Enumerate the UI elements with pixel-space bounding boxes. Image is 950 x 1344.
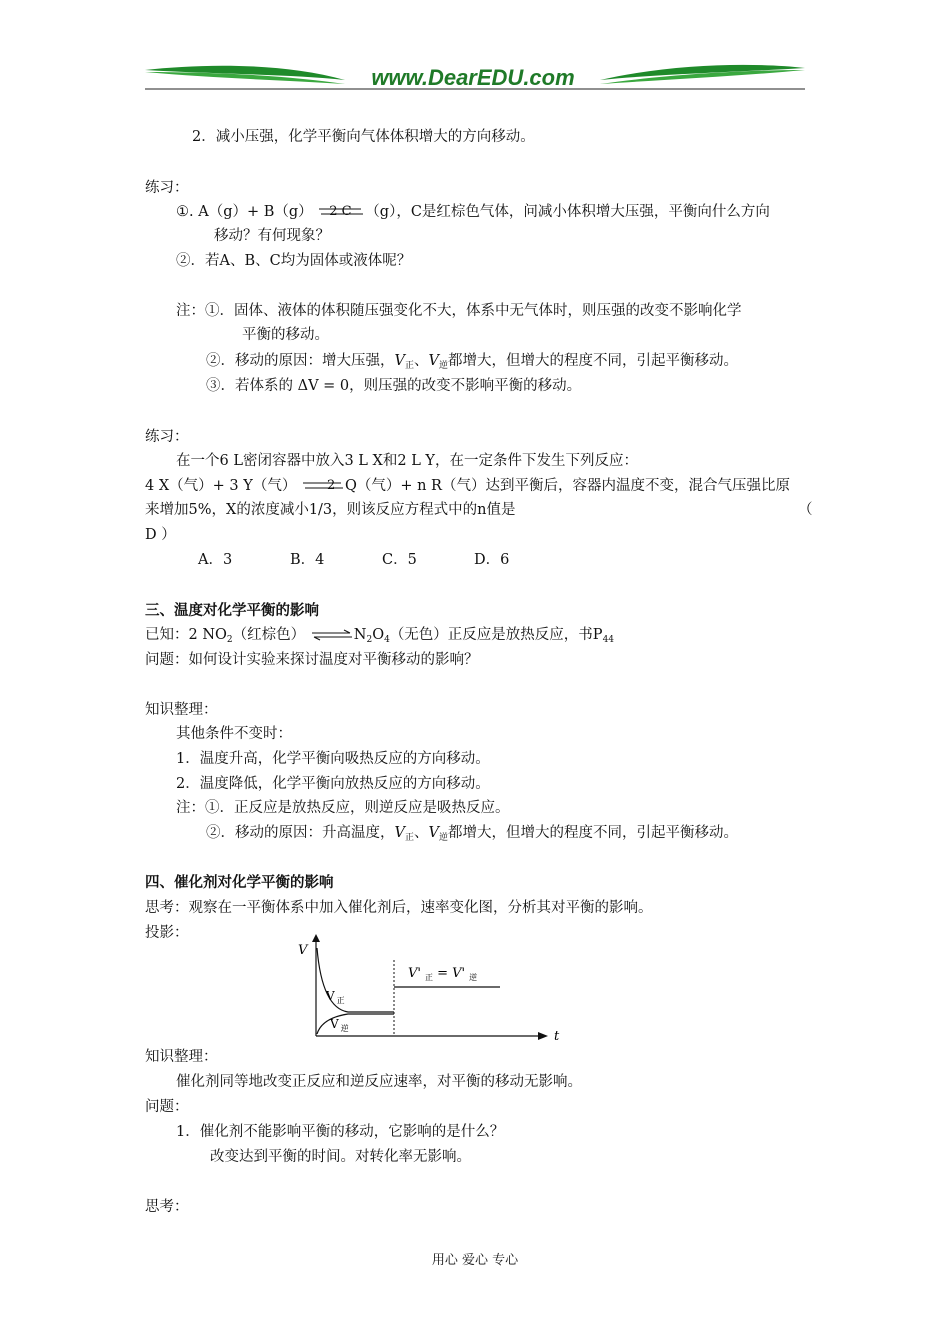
note-1-cont: 平衡的移动。 (242, 327, 329, 343)
x-axis-arrow (538, 1032, 548, 1040)
v-reverse-label: V $_逆$ (330, 1017, 349, 1033)
known-equation: 已知：2 $NO_2$（红棕色） $N_2O_4$（无色）正反应是放热反应，书$P_{44}$ (145, 627, 615, 645)
practice-2-line-2: 4 X（气）+ 3 Y（气） 2 Q（气）+ n R（气）达到平衡后，容器内温度不变，混合气压强比原 (145, 478, 790, 494)
note-s3-1: 注：①．正反应是放热反应，则逆反应是吸热反应。 (176, 800, 510, 816)
knowledge-text-s4: 催化剂同等地改变正反应和逆反应速率，对平衡的移动无影响。 (176, 1074, 582, 1090)
projection-label: 投影： (145, 925, 189, 941)
question-s4-1: 1．催化剂不能影响平衡的移动，它影响的是什么？ (176, 1124, 505, 1140)
section-3-question: 问题：如何设计实验来探讨温度对平衡移动的影响？ (145, 652, 479, 668)
section-4-title: 四、催化剂对化学平衡的影响 (145, 874, 334, 891)
knowledge-1: 1．温度升高，化学平衡向吸热反应的方向移动。 (176, 751, 490, 767)
rate-time-graph (290, 930, 570, 1045)
knowledge-label-s4: 知识整理： (145, 1049, 218, 1065)
note-2: ②．移动的原因：增大压强，$V_正$、$V_逆$都增大，但增大的程度不同，引起平衡移动。 (206, 353, 738, 371)
choice-c: C．5 (382, 552, 417, 568)
equilibrium-arrow-3 (310, 628, 354, 642)
v-equal-label: V' $_正$ = V' $_逆$ (408, 966, 478, 982)
equilibrium-arrow-2: 2 (326, 478, 336, 493)
answer-s4-1: 改变达到平衡的时间。对转化率无影响。 (210, 1149, 471, 1165)
y-axis-label: V (298, 943, 308, 958)
question-1: ①. A（g）+ B（g） 2 C （g），C是红棕色气体，问减小体积增大压强，平衡向什么方向 (176, 204, 770, 220)
note-s3-2: ②．移动的原因：升高温度，$V_正$、$V_逆$都增大，但增大的程度不同，引起平衡移动。 (206, 825, 738, 843)
practice-2-line-1: 在一个6 L密闭容器中放入3 L X和2 L Y，在一定条件下发生下列反应： (176, 453, 639, 469)
think-2: 思考： (145, 1199, 189, 1215)
choice-b: B．4 (290, 552, 325, 568)
page-footer: 用心 爱心 专心 (431, 1253, 519, 1268)
think: 思考：观察在一平衡体系中加入催化剂后，速率变化图，分析其对平衡的影响。 (145, 900, 653, 916)
note-3: ③．若体系的 ΔV = 0，则压强的改变不影响平衡的移动。 (206, 378, 582, 394)
choice-a: A．3 (198, 552, 233, 568)
header-banner (140, 58, 810, 94)
x-axis-label: t (554, 1029, 560, 1044)
practice-2-line-3: 来增加5%，X的浓度减小1/3，则该反应方程式中的n值是 (145, 502, 516, 518)
practice-label: 练习： (145, 180, 189, 196)
site-title: www.DearEDU.com (371, 65, 575, 90)
knowledge-label: 知识整理： (145, 702, 218, 718)
practice-2-label: 练习： (145, 429, 189, 445)
v-forward-label: V $_正$ (326, 989, 345, 1005)
question-1-cont: 移动？有何现象？ (214, 228, 330, 244)
note-1: 注：①．固体、液体的体积随压强变化不大，体系中无气体时，则压强的改变不影响化学 (176, 303, 742, 319)
choice-d: D．6 (474, 552, 510, 568)
knowledge-2: 2．温度降低，化学平衡向放热反应的方向移动。 (176, 776, 490, 792)
y-axis-arrow (312, 934, 320, 942)
answer: D ） (145, 527, 176, 543)
point-2: 2．减小压强，化学平衡向气体体积增大的方向移动。 (192, 129, 535, 145)
condition: 其他条件不变时： (176, 726, 292, 742)
equilibrium-arrow: 2 C (329, 204, 352, 219)
v-reverse-curve (317, 1014, 394, 1034)
section-3-title: 三、温度对化学平衡的影响 (145, 602, 319, 619)
question-2: ②．若A、B、C均为固体或液体呢？ (176, 253, 412, 269)
answer-paren: （ (798, 502, 813, 518)
question-label-s4: 问题： (145, 1099, 189, 1115)
